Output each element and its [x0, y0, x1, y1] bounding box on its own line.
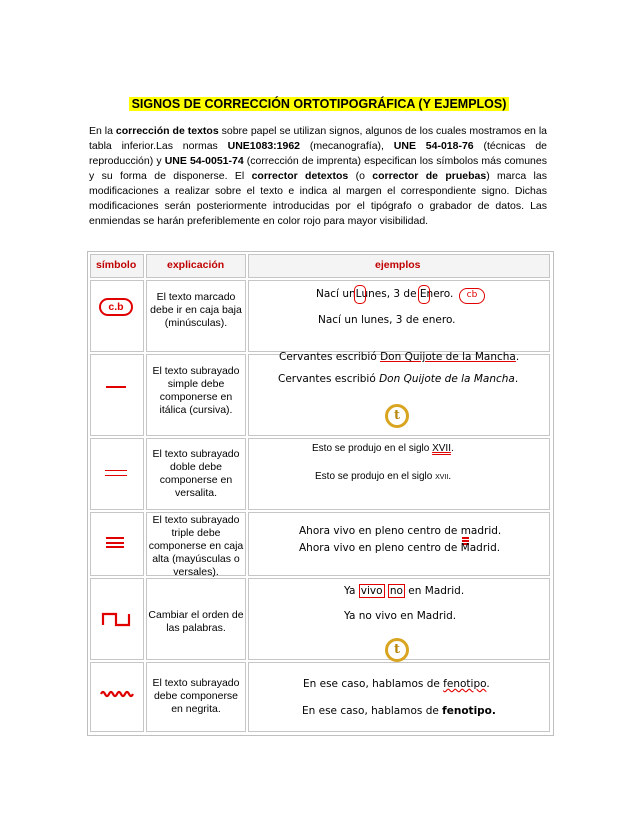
row4-example-marked: Ahora vivo en pleno centro de m adrid. [299, 525, 501, 537]
page-title [0, 97, 638, 111]
row1-example-marked: Nací unL unes, 3 de E nero. [316, 288, 453, 300]
row4-explanation: El texto subrayado triple debe componerse en caja alta (mayúsculas o versales). [148, 514, 244, 578]
norm-une1083: UNE1083:1962 [227, 140, 301, 152]
row3-explanation: El texto subrayado doble debe componerse en versalita. [152, 448, 240, 499]
title-text: SIGNOS DE CORRECCIÓN ORTOTIPOGRÁFICA (Y EJEMPLOS) [129, 97, 510, 111]
row5-example-marked: Ya vivo no en Madrid. [344, 585, 465, 597]
row1-explanation: El texto marcado debe ir en caja baja (minúsculas). [150, 291, 242, 329]
row2-example-corrected: Cervantes escribió Don Quijote de la Mancha. [278, 373, 519, 385]
corrector-logo-icon-2: t [385, 638, 409, 662]
norm-une54018: UNE 54-018-76 [393, 140, 474, 152]
term-corrector-pruebas: corrector de pruebas [372, 170, 487, 182]
double-underline-icon [105, 470, 127, 476]
norm-une540051: UNE 54-0051-74 [164, 155, 244, 167]
header-examples: ejemplos [375, 259, 421, 271]
row2-example-marked: Cervantes escribió Don Quijote de la Mancha. [279, 351, 520, 363]
swap-words-icon [102, 612, 130, 626]
header-explanation: explicación [167, 259, 225, 271]
row6-symbol-cell [90, 662, 144, 732]
triple-underline-icon [106, 537, 124, 548]
row6-examples-cell [248, 662, 550, 732]
row2-explanation: El texto subrayado simple debe componerse en itálica (cursiva). [152, 365, 240, 416]
row1-symbol-cell [90, 280, 144, 352]
corrector-logo-icon: t [385, 404, 409, 428]
row6-example-corrected: En ese caso, hablamos de fenotipo. [302, 705, 496, 717]
cb-symbol-icon: c.b [99, 298, 133, 316]
cb-ring-mark [354, 285, 366, 304]
row1-example-corrected: Nací un lunes, 3 de enero. [318, 314, 456, 326]
swap-box-2: no [389, 585, 403, 597]
wavy-underline-icon [100, 689, 134, 697]
row6-explanation: El texto subrayado debe componerse en negrita. [152, 677, 240, 715]
row3-example-marked: Esto se produjo en el siglo XVII. [312, 443, 454, 454]
cb-ring-mark-2 [418, 285, 430, 304]
header-symbol: símbolo [96, 259, 137, 271]
cb-margin-note: cb [459, 288, 485, 304]
row4-example-corrected: Ahora vivo en pleno centro de Madrid. [299, 542, 501, 554]
row6-example-marked: En ese caso, hablamos de fenotipo. [303, 678, 490, 690]
intro-paragraph: En la corrección de textos sobre papel se utilizan signos, algunos de los cuales mostramos en la tabla inferior.Las normas UNE1083:1962 (mecanografía), UNE 54-018-76 (técnicas de reproducción) y UNE 54-0051-74 (corrección de imprenta) especifican los símbolos más comunes y su forma de disponerse. El corrector detextos (o corrector de pruebas) marca las modificaciones a realizar sobre el texto e indica al margen el correspondiente signo. Dichas modificaciones serán posteriormente introducidas por el tipógrafo o grabador de datos. Las enmiendas se harán preferiblemente en color rojo para mayor visibilidad. [89, 125, 547, 227]
term-corrector-textos: corrector detextos [251, 170, 349, 182]
row3-example-corrected: Esto se produjo en el siglo xvii. [315, 471, 452, 482]
row5-example-corrected: Ya no vivo en Madrid. [344, 610, 457, 622]
swap-box-1: vivo [360, 585, 383, 597]
signs-table [87, 251, 554, 736]
row5-explanation: Cambiar el orden de las palabras. [148, 609, 244, 634]
row2-symbol-cell [90, 354, 144, 436]
term-correccion: corrección de textos [115, 125, 219, 137]
single-underline-icon [106, 386, 126, 388]
